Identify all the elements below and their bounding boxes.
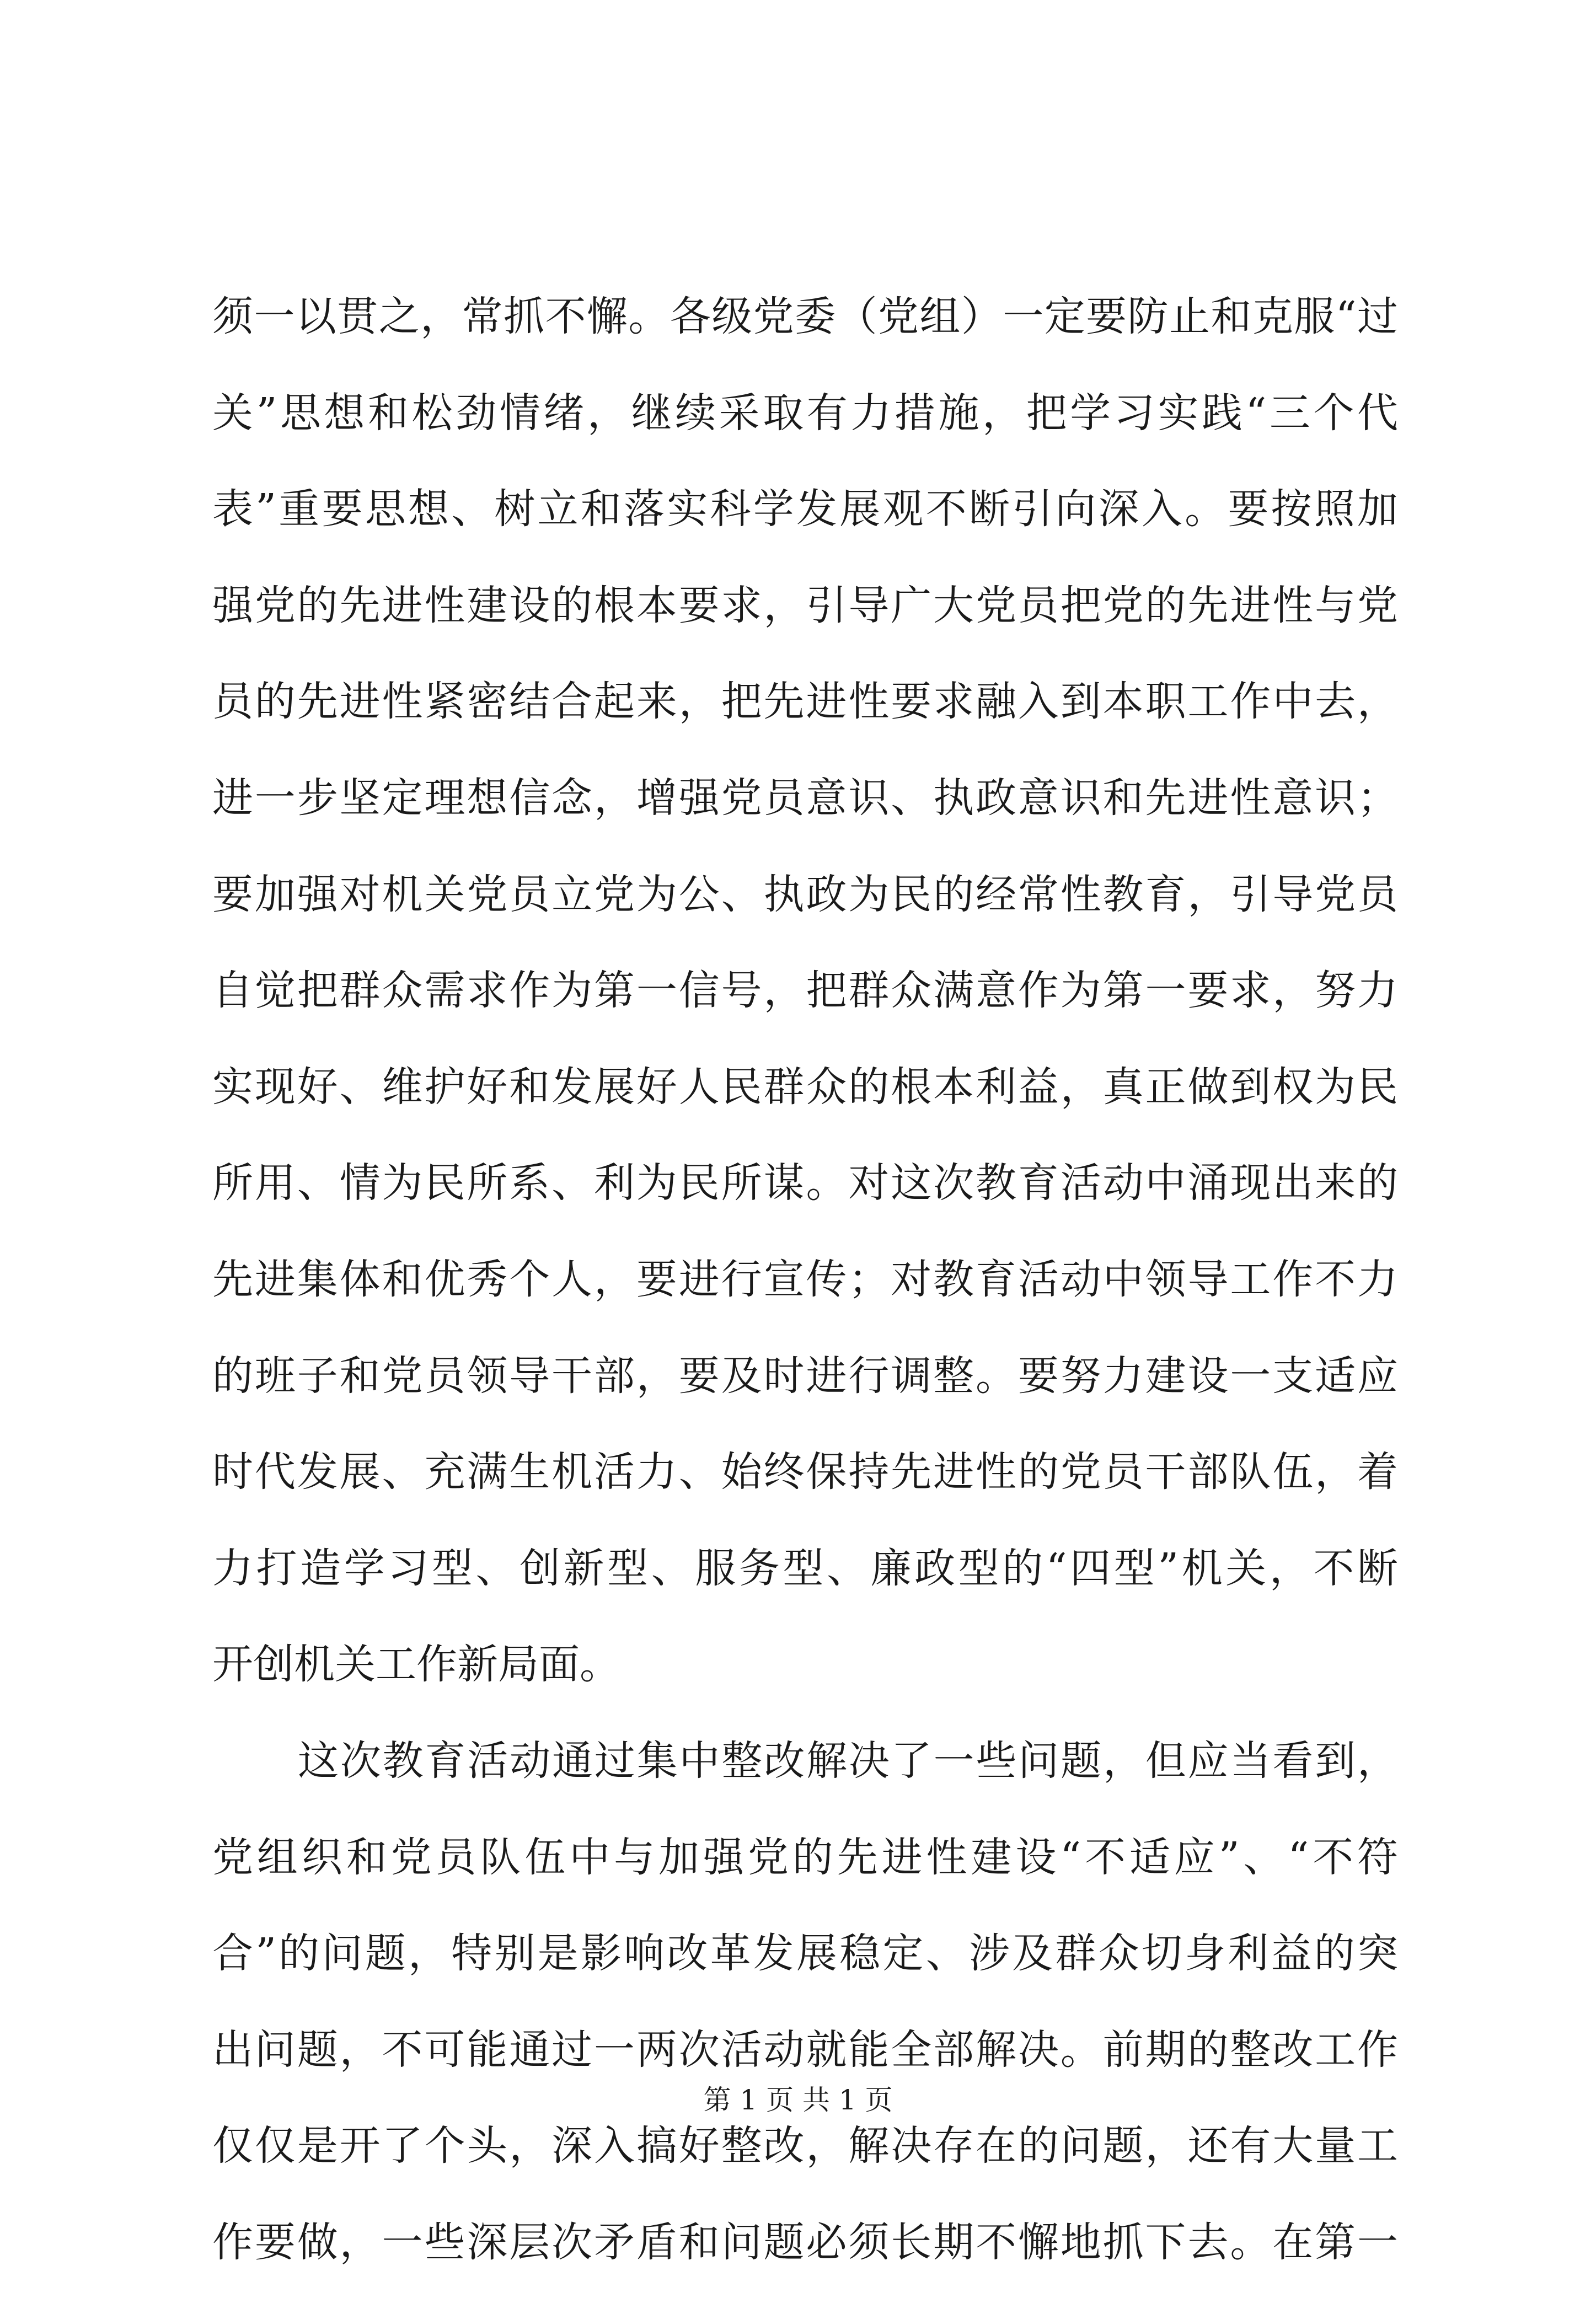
text-line: 员的先进性紧密结合起来，把先进性要求融入到本职工作中去， (212, 678, 1398, 726)
text-line: 这次教育活动通过集中整改解决了一些问题，但应当看到， (298, 1737, 1398, 1785)
text-line: 出问题，不可能通过一两次活动就能全部解决。前期的整改工作 (212, 2026, 1398, 2074)
text-line: 合”的问题，特别是影响改革发展稳定、涉及群众切身利益的突 (212, 1930, 1398, 1978)
text-line: 强党的先进性建设的根本要求，引导广大党员把党的先进性与党 (212, 581, 1398, 629)
text-line: 作要做，一些深层次矛盾和问题必须长期不懈地抓下去。在第一 (212, 2218, 1398, 2266)
text-line: 自觉把群众需求作为第一信号，把群众满意作为第一要求，努力 (212, 967, 1398, 1015)
text-line: 仅仅是开了个头，深入搞好整改，解决存在的问题，还有大量工 (212, 2122, 1398, 2170)
text-line: 进一步坚定理想信念，增强党员意识、执政意识和先进性意识； (212, 774, 1398, 822)
paragraph-1 (212, 292, 1398, 1689)
text-line: 须一以贯之，常抓不懈。各级党委（党组）一定要防止和克服“过 (212, 293, 1398, 340)
text-line: 时代发展、充满生机活力、始终保持先进性的党员干部队伍，着 (212, 1448, 1398, 1496)
text-line: 所用、情为民所系、利为民所谋。对这次教育活动中涌现出来的 (212, 1159, 1398, 1207)
text-line: 先进集体和优秀个人，要进行宣传；对教育活动中领导工作不力 (212, 1255, 1398, 1303)
text-line: 党组织和党员队伍中与加强党的先进性建设“不适应”、“不符 (212, 1833, 1398, 1881)
page-footer (0, 2083, 1596, 2117)
text-line: 要加强对机关党员立党为公、执政为民的经常性教育，引导党员 (212, 870, 1398, 918)
document-body (212, 292, 1398, 2314)
text-line: 开创机关工作新局面。 (212, 1641, 620, 1689)
text-line: 关”思想和松劲情绪，继续采取有力措施，把学习实践“三个代 (212, 389, 1398, 437)
text-line: 的班子和党员领导干部，要及时进行调整。要努力建设一支适应 (212, 1352, 1398, 1400)
text-line: 力打造学习型、创新型、服务型、廉政型的“四型”机关，不断 (212, 1544, 1398, 1592)
text-line: 实现好、维护好和发展好人民群众的根本利益，真正做到权为民 (212, 1063, 1398, 1111)
text-line: 表”重要思想、树立和落实科学发展观不断引向深入。要按照加 (212, 485, 1398, 533)
page-number-label: 第 1 页 共 1 页 (703, 2084, 893, 2116)
paragraph-2 (212, 1737, 1398, 2267)
